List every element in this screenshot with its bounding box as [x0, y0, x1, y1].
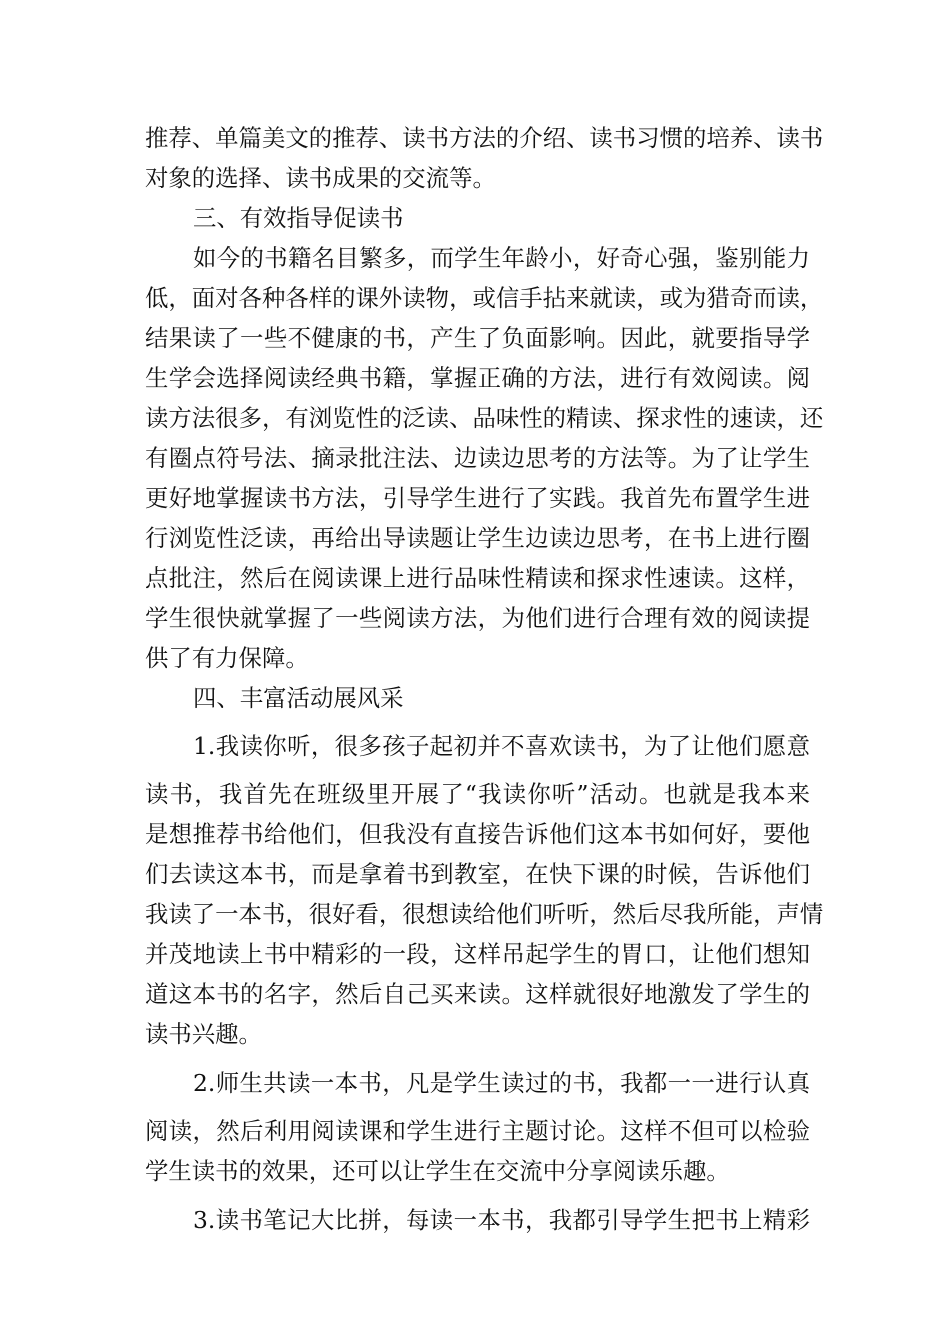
text-line: 有圈点符号法、摘录批注法、边读边思考的方法等。为了让学生: [145, 444, 810, 472]
text-line: 如今的书籍名目繁多，而学生年龄小，好奇心强，鉴别能力: [193, 244, 810, 272]
text-line: 低，面对各种各样的课外读物，或信手拈来就读，或为猎奇而读，: [145, 284, 824, 312]
text-line: 结果读了一些不健康的书，产生了负面影响。因此，就要指导学: [145, 324, 810, 352]
text-line: 们去读这本书，而是拿着书到教室，在快下课的时候，告诉他们: [145, 860, 810, 888]
text-line: 读书兴趣。: [145, 1020, 262, 1048]
text-line: 点批注，然后在阅读课上进行品味性精读和探求性速读。这样，: [145, 564, 810, 592]
text-line: 更好地掌握读书方法，引导学生进行了实践。我首先布置学生进: [145, 484, 810, 512]
text-line: 生学会选择阅读经典书籍，掌握正确的方法，进行有效阅读。阅: [145, 364, 810, 392]
section-heading: 三、有效指导促读书: [193, 204, 404, 232]
text-line: 供了有力保障。: [145, 644, 309, 672]
text-line: 学生很快就掌握了一些阅读方法，为他们进行合理有效的阅读提: [145, 604, 810, 632]
text-line: 2.师生共读一本书，凡是学生读过的书，我都一一进行认真: [193, 1069, 810, 1097]
text-line: 道这本书的名字，然后自己买来读。这样就很好地激发了学生的: [145, 980, 810, 1008]
text-line: 我读了一本书，很好看，很想读给他们听听，然后尽我所能，声情: [145, 900, 824, 928]
text-line: 对象的选择、读书成果的交流等。: [145, 164, 496, 192]
text-line: 行浏览性泛读，再给出导读题让学生边读边思考，在书上进行圈: [145, 524, 810, 552]
text-line: 3.读书笔记大比拼，每读一本书，我都引导学生把书上精彩: [193, 1206, 810, 1234]
text-line: 读书，我首先在班级里开展了“我读你听”活动。也就是我本来: [145, 780, 810, 808]
text-line: 学生读书的效果，还可以让学生在交流中分享阅读乐趣。: [145, 1157, 730, 1185]
text-line: 推荐、单篇美文的推荐、读书方法的介绍、读书习惯的培养、读书: [145, 124, 824, 152]
text-line: 读方法很多，有浏览性的泛读、品味性的精读、探求性的速读，还: [145, 404, 824, 432]
text-line: 1.我读你听，很多孩子起初并不喜欢读书，为了让他们愿意: [193, 732, 810, 760]
text-line: 并茂地读上书中精彩的一段，这样吊起学生的胃口，让他们想知: [145, 940, 810, 968]
section-heading: 四、丰富活动展风采: [193, 684, 404, 712]
text-line: 阅读，然后利用阅读课和学生进行主题讨论。这样不但可以检验: [145, 1117, 810, 1145]
text-line: 是想推荐书给他们，但我没有直接告诉他们这本书如何好，要他: [145, 820, 810, 848]
